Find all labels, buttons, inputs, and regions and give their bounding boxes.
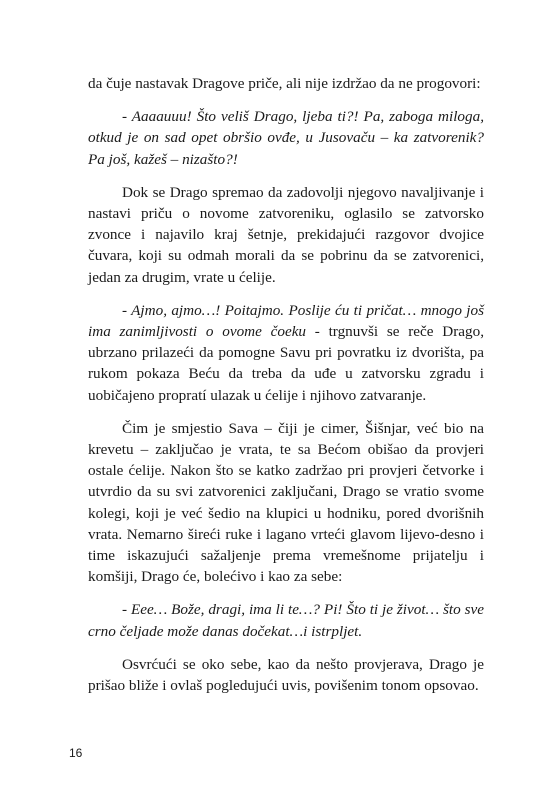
dialogue-text: - Aaaauuu! Što veliš Drago, ljeba ti?! Pa, zaboga miloga, otkud je on sad opet obršio ovđe, u Jusovaču – ka zatvorenik? Pa još, kažeš – nizašto?! (88, 108, 484, 168)
paragraph-dialogue-drago (88, 300, 484, 406)
dialogue-text: - Eee… Bože, dragi, ima li te…? Pi! Što ti je život… što sve crno čeljade može danas dočekat…i istrpljet. (88, 601, 484, 640)
paragraph-dialogue-bec (88, 106, 484, 170)
paragraph-narration-cells: Čim je smjestio Sava – čiji je cimer, Šišnjar, već bio na krevetu – zaključao je vrata, te sa Bećom obišao da provjeri ostale ćelije. Nakon što se katko zadržao pri provjeri četvorke i utvrdio da su svi zatvorenici zaključani, Drago se vratio svome kolegi, koji je već šedio na klupici u hodniku, pored dvorišnih vrata. Nemarno šireći ruke i lagano vrteći glavom lijevo-desno i time iskazujući sažaljenje prema vremešnome prijatelju i komšiji, Drago će, bolećivo i kao za sebe: (88, 419, 484, 586)
page-body (88, 73, 484, 708)
paragraph-continuation: da čuje nastavak Dragove priče, ali nije izdržao da ne progovori: (88, 75, 481, 92)
paragraph-narration-end: Osvrćući se oko sebe, kao da nešto provjerava, Drago je prišao bliže i ovlaš pogledujući uvis, povišenim tonom opsovao. (88, 655, 484, 695)
page-number: 16 (69, 746, 83, 760)
narration-text: - trgnuvši se reče Drago, ubrzano prilazeći da pomogne Savu pri povratku iz dvorišta, pa rukom pokaza Beću da treba da uđe u zatvorsku zgradu i uobičajeno propratí ulazak u ćelije i njihovo zatvaranje. (88, 323, 484, 404)
paragraph-dialogue-lament (88, 599, 484, 641)
dialogue-text: - Ajmo, ajmo…! Poitajmo. Poslije ću ti pričat… mnogo još ima zanimljivosti o ovome čoeku (88, 301, 484, 341)
paragraph-narration-bell: Dok se Drago spremao da zadovolji njegovo navaljivanje i nastavi priču o novome zatvoreniku, oglasilo se zatvorsko zvonce i najavilo kraj šetnje, prekidajući razgovor dvojice čuvara, koji su odmah morali da se pobrinu da se zatvorenici, jedan za drugim, vrate u ćelije. (88, 183, 484, 286)
